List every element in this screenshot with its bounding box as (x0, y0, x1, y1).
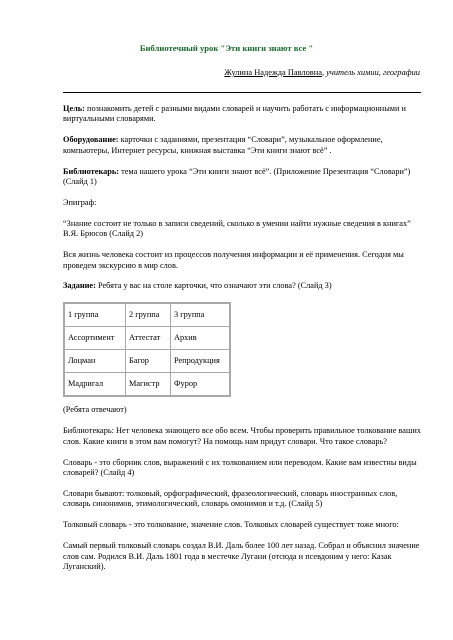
librarian-label: Библиотекарь: (63, 166, 120, 176)
goal-text: познакомить детей с разными видами словарей и научить работать с информационными и виртуальными словарями. (63, 104, 406, 124)
horizontal-rule (63, 92, 421, 93)
equipment-paragraph (63, 135, 423, 156)
explanatory-dictionary: Толковый словарь - это толкование, значение слов. Толковых словарей существует тоже много: (63, 520, 399, 530)
table-header-cell: 1 группа (64, 303, 126, 327)
author-name: Жулина Надежда Павловна (224, 68, 322, 77)
table-cell: Магистр (126, 373, 171, 397)
epigraph-quote: “Знание состоит не только в записи сведений, сколько в умении найти нужные сведения в книгах” В.Я. Брюсов (Слайд 2) (63, 218, 411, 239)
equipment-text: карточки с заданиями, презентация “Словари”, музыкальное оформление, компьютеры, Интернет ресурсы, книжная выставка “Эти книги знают всё” . (63, 135, 383, 155)
document-title: Библиотечный урок "Эти книги знают все " (139, 43, 314, 53)
author-line (224, 67, 420, 78)
equipment-label: Оборудование: (63, 135, 119, 145)
document-body (63, 104, 423, 583)
table-cell: Мадригал (64, 373, 126, 397)
table-row (64, 373, 230, 397)
table-cell: Фурор (171, 373, 231, 397)
table-row (64, 327, 230, 350)
task-paragraph (63, 281, 423, 291)
table-row (64, 350, 230, 373)
goal-label: Цель: (63, 104, 85, 113)
dictionary-definition: Словарь - это сборник слов, выражений с их толкованием или переводом. Какие вам известны виды словарей? (Слайд 4) (63, 457, 417, 477)
author-role: , учитель химии, географии (321, 68, 420, 77)
task-label: Задание: (63, 281, 96, 291)
table-cell: Лоцман (64, 350, 126, 373)
table-header-cell: 2 группа (126, 303, 171, 327)
librarian-text: тема нашего урока “Эти книги знают всё”. (Приложение Презентация “Словари”) (Слайд 1) (63, 166, 411, 187)
table-cell: Ассортимент (64, 327, 126, 350)
table-cell: Багор (126, 350, 171, 373)
epigraph-label: Эпиграф: (63, 197, 97, 207)
table-header-cell: 3 группа (171, 303, 231, 327)
librarian-question: Библиотекарь: Нет человека знающего все обо всем. Чтобы проверить правильное толкование ваших слов. Какие книги в этом вам помогут? На помощь нам придут словари. Что такое словарь? (63, 426, 421, 446)
groups-table (63, 302, 231, 397)
table-cell: Архив (171, 327, 231, 350)
dahl-paragraph: Самый первый толковый словарь создал В.И. Даль более 100 лет назад. Собрал и объяснил значение слов сам. Родился В.И. Даль 1801 года в местечке Лугани (отсюда и псевдоним у него: Казак Луганский). (63, 541, 420, 571)
table-cell: Аттестат (126, 327, 171, 350)
task-text: Ребята у вас на столе карточки, что означают эти слова? (Слайд 3) (95, 281, 332, 291)
goal-paragraph (63, 104, 423, 125)
librarian-paragraph (63, 167, 423, 188)
kids-answer: (Ребята отвечают) (63, 405, 127, 415)
life-paragraph: Вся жизнь человека состоит из процессов получения информации и её применения. Сегодня мы проведем экскурсию в мир слов. (63, 250, 404, 270)
table-row (64, 303, 230, 327)
table-cell: Репродукция (171, 350, 231, 373)
dictionary-types: Словари бывают: толковый, орфографический, фразеологический, словарь иностранных слов, словарь синонимов, этимологический, словарь омонимов и т.д. (Слайд 5) (63, 488, 398, 509)
